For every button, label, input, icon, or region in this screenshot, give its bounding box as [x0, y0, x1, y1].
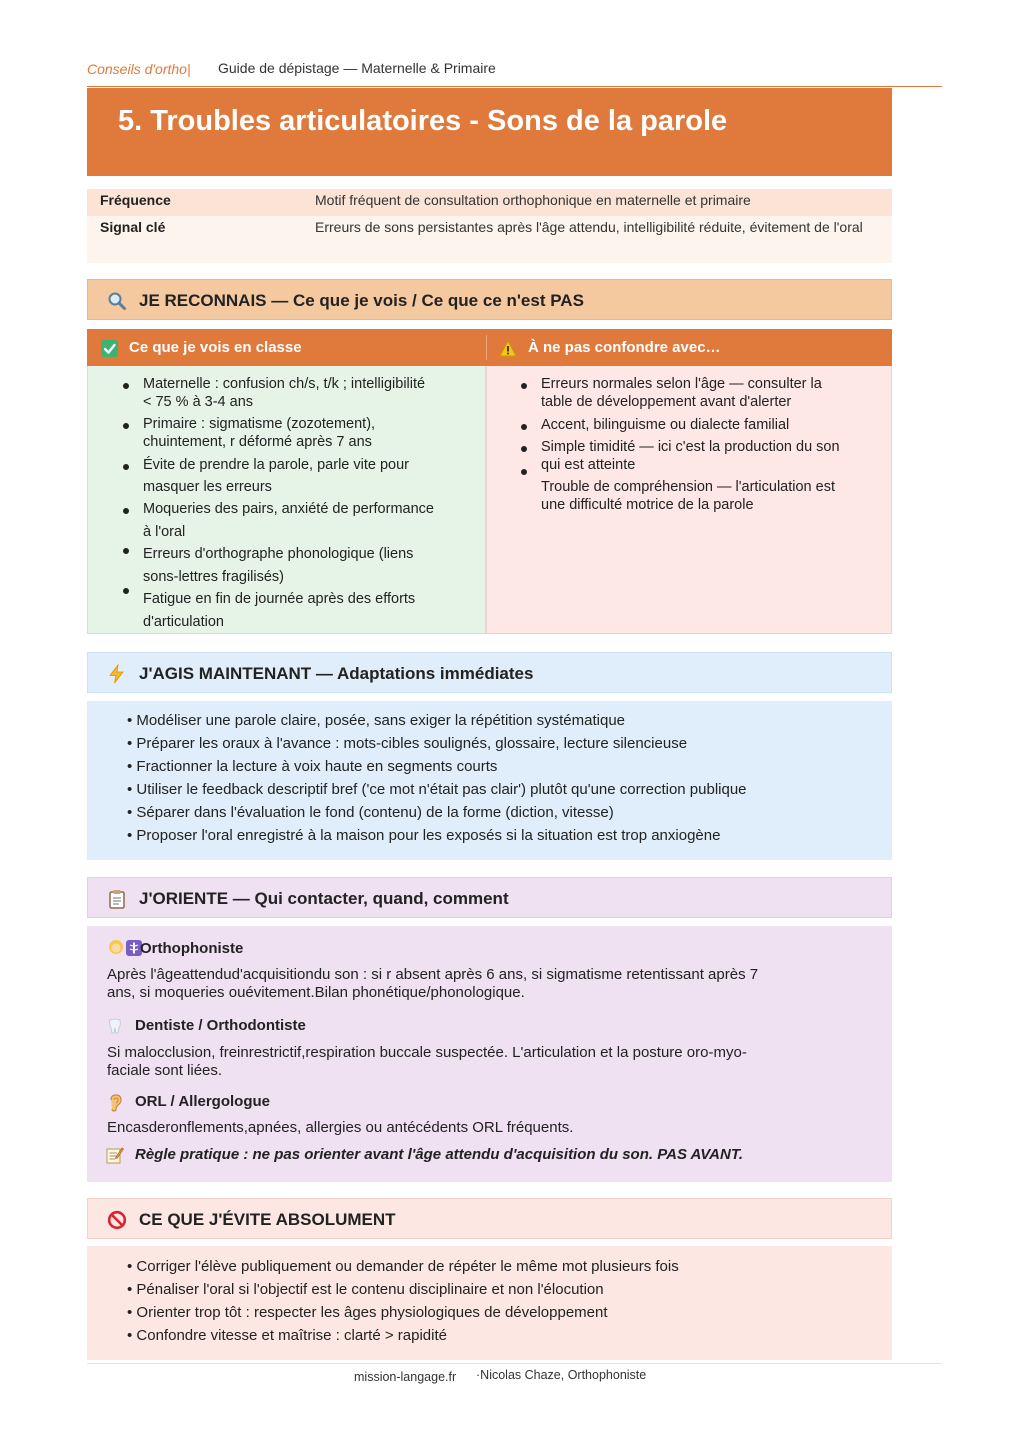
- info-row-frequence: [87, 189, 892, 216]
- warning-icon: [499, 340, 517, 357]
- orient-box: [87, 926, 892, 1182]
- avoid-box: [87, 1246, 892, 1360]
- section-act-title: J'AGIS MAINTENANT — Adaptations immédiates: [139, 664, 534, 683]
- list-item: • Orienter trop tôt : respecter les âges physiologiques de développement: [127, 1304, 608, 1321]
- ear-icon: [107, 1094, 123, 1112]
- info-value: Erreurs de sons persistantes après l'âge attendu, intelligibilité réduite, évitement de l'oral: [315, 219, 863, 235]
- list-item: • Préparer les oraux à l'avance : mots-cibles soulignés, glossaire, lecture silencieuse: [127, 735, 688, 752]
- memo-icon: [106, 1146, 124, 1164]
- lightning-icon: [107, 664, 127, 684]
- recognize-columns-header: [87, 329, 892, 366]
- list-item: • Corriger l'élève publiquement ou demander de répéter le même mot plusieurs fois: [127, 1258, 679, 1275]
- page-title: 5. Troubles articulatoires - Sons de la parole: [118, 105, 728, 137]
- check-icon: [101, 340, 118, 357]
- info-value: Motif fréquent de consultation orthophonique en maternelle et primaire: [315, 192, 751, 208]
- contact-orl-text: Encasderonflements,apnées, allergies ou antécédents ORL fréquents.: [107, 1119, 574, 1136]
- section-recognize-header: [87, 279, 892, 320]
- footer-author: ·Nicolas Chaze, Orthophoniste: [476, 1368, 647, 1382]
- section-act-header: [87, 652, 892, 693]
- contact-dentiste-text: Si malocclusion, freinrestrictif,respiration buccale suspectée. L'articulation et la posture oro-myo- faciale sont liées.: [107, 1044, 747, 1079]
- list-item: • Confondre vitesse et maîtrise : clarté > rapidité: [127, 1327, 447, 1344]
- column-divider: [486, 335, 487, 360]
- info-key: Signal clé: [100, 219, 166, 235]
- recognize-left-column: Maternelle : confusion ch/s, t/k ; intelligibilité < 75 % à 3-4 ans Primaire : sigmatisme (zozotement), chuintement, r déformé après 7 ans Évite de prendre la parole, parle vite pour masquer les erreurs Moqueries des pairs, anxiété de performance à l'oral Erreurs d'orthographe phonologique (liens sons-lettres fragilisés) Fatigue en fin de journée après des efforts d'articulation: [87, 366, 486, 634]
- rule-text: Règle pratique : ne pas orienter avant l'âge attendu d'acquisition du son. PAS AVANT.: [135, 1146, 744, 1163]
- brand-label: Conseils d'ortho|: [87, 61, 191, 77]
- contact-orthophoniste-text: Après l'âgeattendud'acquisitiondu son : si r absent après 6 ans, si sigmatisme retentissant après 7 ans, si moqueries ouévitement.Bilan phonétique/phonologique.: [107, 966, 759, 1001]
- guide-subtitle: Guide de dépistage — Maternelle & Primaire: [218, 60, 496, 76]
- list-item: • Modéliser une parole claire, posée, sans exiger la répétition systématique: [127, 712, 626, 729]
- section-avoid-header: [87, 1198, 892, 1239]
- right-column-title: À ne pas confondre avec…: [528, 339, 721, 356]
- clipboard-icon: [107, 889, 127, 909]
- list-item: • Proposer l'oral enregistré à la maison pour les exposés si la situation est trop anxiogène: [127, 827, 721, 844]
- contact-orthophoniste-name: Orthophoniste: [140, 940, 244, 957]
- contact-dentiste-name: Dentiste / Orthodontiste: [135, 1017, 306, 1034]
- header-divider: [87, 86, 942, 87]
- footer-divider: [87, 1363, 942, 1364]
- list-item: • Séparer dans l'évaluation le fond (contenu) de la forme (diction, vitesse): [127, 804, 614, 821]
- info-key: Fréquence: [100, 192, 171, 208]
- contact-orl-name: ORL / Allergologue: [135, 1093, 271, 1110]
- left-column-title: Ce que je vois en classe: [129, 339, 302, 356]
- list-item: • Fractionner la lecture à voix haute en segments courts: [127, 758, 498, 775]
- magnifier-icon: [107, 291, 127, 311]
- list-item: • Pénaliser l'oral si l'objectif est le contenu disciplinaire et non l'élocution: [127, 1281, 604, 1298]
- recognize-right-column: Erreurs normales selon l'âge — consulter la table de développement avant d'alerter Accent, bilinguisme ou dialecte familial Simple timidité — ici c'est la production du son qui est atteinte Trouble de compréhension — l'articulation est une difficulté motrice de la parole: [486, 366, 892, 634]
- health-worker-icon: [107, 939, 143, 957]
- section-orient-title: J'ORIENTE — Qui contacter, quand, comment: [139, 889, 509, 908]
- section-recognize-title: JE RECONNAIS — Ce que je vois / Ce que ce n'est PAS: [139, 291, 584, 310]
- footer-site: mission-langage.fr: [354, 1370, 457, 1384]
- list-item: • Utiliser le feedback descriptif bref ('ce mot n'était pas clair') plutôt qu'une correction publique: [127, 781, 747, 798]
- act-box: [87, 701, 892, 860]
- section-avoid-title: CE QUE J'ÉVITE ABSOLUMENT: [139, 1210, 396, 1229]
- section-orient-header: [87, 877, 892, 918]
- prohibited-icon: [107, 1210, 127, 1230]
- title-banner: [87, 88, 892, 176]
- tooth-icon: [108, 1018, 122, 1034]
- info-row-signal: [87, 216, 892, 263]
